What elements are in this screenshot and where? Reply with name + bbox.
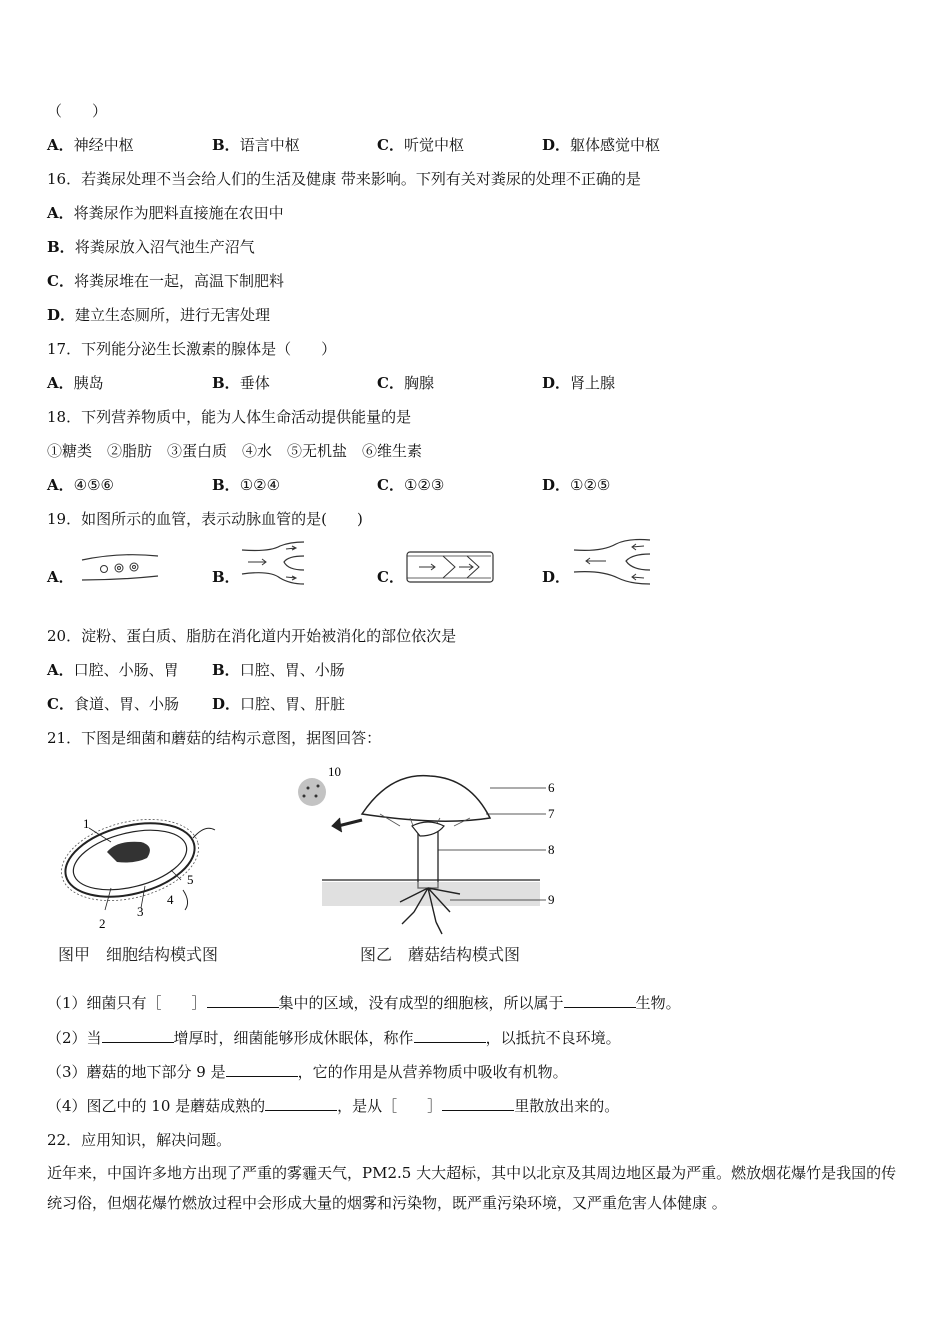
vessel-a-image [80,550,160,590]
q18-option-a[interactable]: A．④⑤⑥ [47,476,114,494]
answer-blank[interactable] [564,993,636,1008]
q21-sub4: （4）图乙中的 10 是蘑菇成熟的 ，是从［ ］ 里散放出来的。 [47,1097,620,1115]
q19-option-a[interactable]: A． [47,568,74,586]
fig2-label-9: 9 [548,892,555,907]
q20-option-d[interactable]: D．口腔、胃、肝脏 [212,695,346,713]
answer-blank[interactable] [207,993,279,1008]
q18-option-b[interactable]: B．①②④ [212,476,281,494]
q19-stem: 19．如图所示的血管，表示动脉血管的是( ) [47,510,363,528]
answer-blank[interactable] [226,1062,298,1077]
fig1-label-5: 5 [187,872,194,887]
fig2-label-6: 6 [548,780,555,795]
q18-stem: 18．下列营养物质中，能为人体生命活动提供能量的是 [47,408,412,426]
vessel-d-image [572,538,652,586]
answer-blank[interactable] [102,1028,174,1043]
q21-sub2: （2）当 增厚时，细菌能够形成休眠体，称作 ，以抵抗不良环境。 [47,1029,621,1047]
q15-option-a[interactable]: A．神经中枢 [47,136,134,154]
q19-option-b[interactable]: B． [212,568,240,586]
q20-option-a[interactable]: A．口腔、小肠、胃 [47,661,179,679]
q16-option-c[interactable]: C．将粪尿堆在一起，高温下制肥料 [47,272,284,290]
q20-option-c[interactable]: C．食道、胃、小肠 [47,695,179,713]
answer-blank[interactable] [442,1096,514,1111]
fig1-caption: 图甲 细胞结构模式图 [58,945,219,964]
fig2-label-10: 10 [328,764,341,779]
q21-sub1: （1）细菌只有［ ］ 集中的区域，没有成型的细胞核，所以属于 生物。 [47,994,681,1012]
fig1-label-3: 3 [137,904,144,919]
fig2-caption: 图乙 蘑菇结构模式图 [360,945,521,964]
q22-stem: 22．应用知识，解决问题。 [47,1131,232,1149]
q15-paren: （ ） [47,102,108,120]
q20-option-b[interactable]: B．口腔、胃、小肠 [212,661,345,679]
fig2-label-8: 8 [548,842,555,857]
q19-option-d[interactable]: D． [542,568,571,586]
q18-option-c[interactable]: C．①②③ [377,476,445,494]
q17-option-d[interactable]: D．肾上腺 [542,374,616,392]
vessel-c-image [405,550,495,584]
fig1-label-2: 2 [99,916,106,931]
q21-sub3: （3）蘑菇的地下部分 9 是 ，它的作用是从营养物质中吸收有机物。 [47,1063,568,1081]
fig1-label-1: 1 [83,816,90,831]
q20-stem: 20．淀粉、蛋白质、脂肪在消化道内开始被消化的部位依次是 [47,627,457,645]
q18-option-d[interactable]: D．①②⑤ [542,476,611,494]
q15-option-d[interactable]: D．躯体感觉中枢 [542,136,661,154]
q16-option-a[interactable]: A．将粪尿作为肥料直接施在农田中 [47,204,284,222]
q16-option-b[interactable]: B．将粪尿放入沼气池生产沼气 [47,238,255,256]
mushroom-figure [290,762,560,937]
q18-list: ①糖类 ②脂肪 ③蛋白质 ④水 ⑤无机盐 ⑥维生素 [47,442,423,460]
q19-option-c[interactable]: C． [377,568,404,586]
vessel-b-image [240,540,306,586]
q17-option-a[interactable]: A．胰岛 [47,374,104,392]
q15-option-c[interactable]: C．听觉中枢 [377,136,464,154]
q15-option-b[interactable]: B．语言中枢 [212,136,300,154]
q17-stem: 17．下列能分泌生长激素的腺体是（ ） [47,340,337,358]
q17-option-c[interactable]: C．胸腺 [377,374,434,392]
bacterium-figure [55,810,225,935]
q17-option-b[interactable]: B．垂体 [212,374,270,392]
fig2-label-7: 7 [548,806,555,821]
q21-stem: 21．下图是细菌和蘑菇的结构示意图，据图回答： [47,729,382,747]
q16-stem: 16．若粪尿处理不当会给人们的生活及健康 带来影响。下列有关对粪尿的处理不正确的是 [47,170,641,188]
answer-blank[interactable] [414,1028,486,1043]
fig1-label-4: 4 [167,892,174,907]
q16-option-d[interactable]: D．建立生态厕所，进行无害处理 [47,306,271,324]
q22-paragraph: 近年来，中国许多地方出现了严重的雾霾天气，PM2.5 大大超标，其中以北京及其周边地区最为严重。燃放烟花爆竹是我国的传统习俗，但烟花爆竹燃放过程中会形成大量的烟雾和污染物，既严重污染环境，又严重危害人体健康 。 [47,1164,897,1212]
answer-blank[interactable] [265,1096,337,1111]
